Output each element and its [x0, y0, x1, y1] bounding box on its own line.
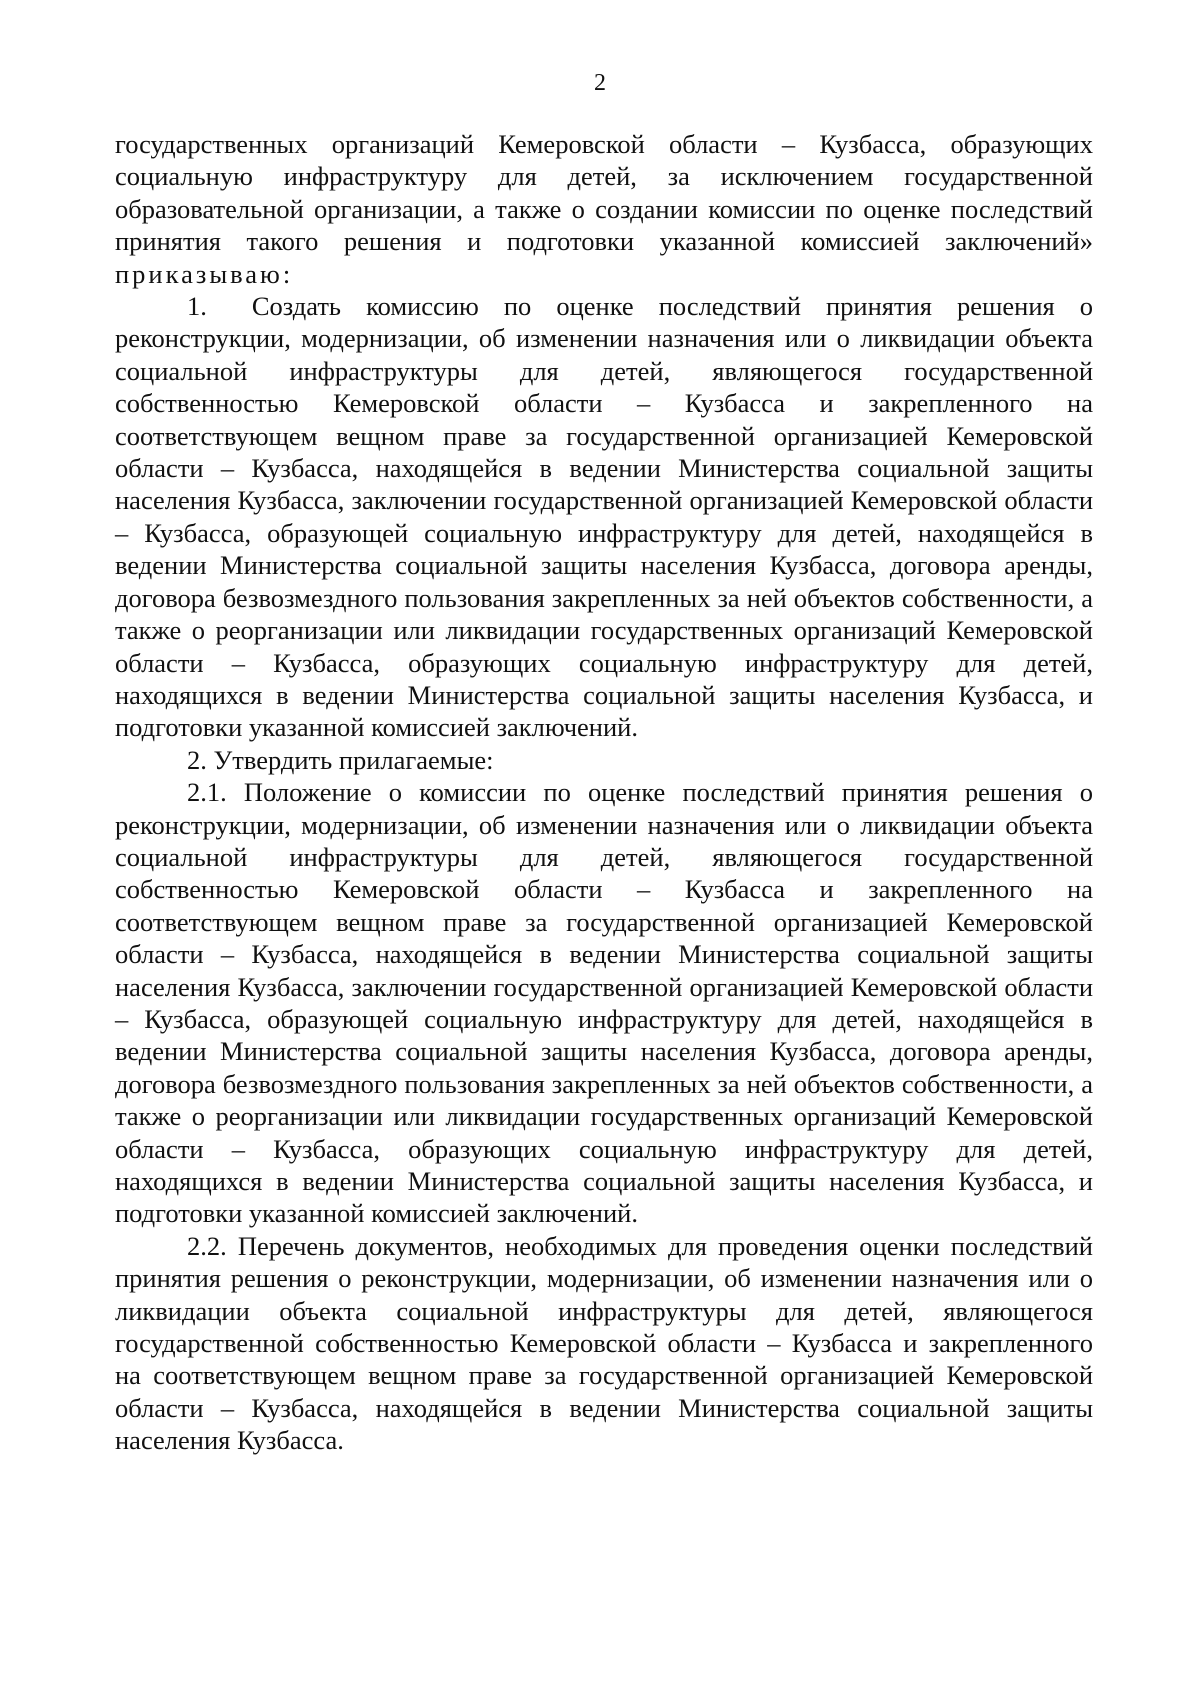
paragraph-preamble-end [115, 128, 1093, 290]
paragraph-item-1 [115, 290, 1093, 744]
page-number: 2 [594, 70, 606, 96]
item-number: 1. [187, 291, 207, 322]
paragraph-item-2-2: 2.2. Перечень документов, необходимых для проведения оценки последствий принятия решения о реконструкции, модернизации, об изменении назначения или о ликвидации объекта социальной инфраструктуры для детей, являющегося государственной собственностью Кемеровской области – Кузбасса и закрепленного на соответствующем вещном праве за государственной организацией Кемеровской области – Кузбасса, находящейся в ведении Министерства социальной защиты населения Кузбасса. [115, 1230, 1093, 1456]
document-body [115, 128, 1093, 1457]
paragraph-item-2-1: 2.1. Положение о комиссии по оценке последствий принятия решения о реконструкции, модернизации, об изменении назначения или о ликвидации объекта социальной инфраструктуры для детей, являющегося государственной собственностью Кемеровской области – Кузбасса и закрепленного на соответствующем вещном праве за государственной организацией Кемеровской области – Кузбасса, находящейся в ведении Министерства социальной защиты населения Кузбасса, заключении государственной организацией Кемеровской области – Кузбасса, образующей социальную инфраструктуру для детей, находящейся в ведении Министерства социальной защиты населения Кузбасса, договора аренды, договора безвозмездного пользования закрепленных за ней объектов собственности, а также о реорганизации или ликвидации государственных организаций Кемеровской области – Кузбасса, образующих социальную инфраструктуру для детей, находящихся в ведении Министерства социальной защиты населения Кузбасса, и подготовки указанной комиссией заключений. [115, 777, 1093, 1229]
paragraph-text: государственных организаций Кемеровской области – Кузбасса, образующих социальную инфраструктуру для детей, за исключением государственной образовательной организации, а также о создании комиссии по оценке последствий принятия такого решения и подготовки указанной комиссией заключений» [115, 129, 1093, 257]
paragraph-item-2: 2. Утвердить прилагаемые: [187, 744, 494, 775]
order-keyword: приказываю: [115, 258, 294, 289]
paragraph-text: Создать комиссию по оценке последствий принятия решения о реконструкции, модернизации, об изменении назначения или о ликвидации объекта социальной инфраструктуры для детей, являющегося государственной собственностью Кемеровской области – Кузбасса и закрепленного на соответствующем вещном праве за государственной организацией Кемеровской области – Кузбасса, находящейся в ведении Министерства социальной защиты населения Кузбасса, заключении государственной организацией Кемеровской области – Кузбасса, образующей социальную инфраструктуру для детей, находящейся в ведении Министерства социальной защиты населения Кузбасса, договора аренды, договора безвозмездного пользования закрепленных за ней объектов собственности, а также о реорганизации или ликвидации государственных организаций Кемеровской области – Кузбасса, образующих социальную инфраструктуру для детей, находящихся в ведении Министерства социальной защиты населения Кузбасса, и подготовки указанной комиссией заключений. [115, 291, 1093, 743]
